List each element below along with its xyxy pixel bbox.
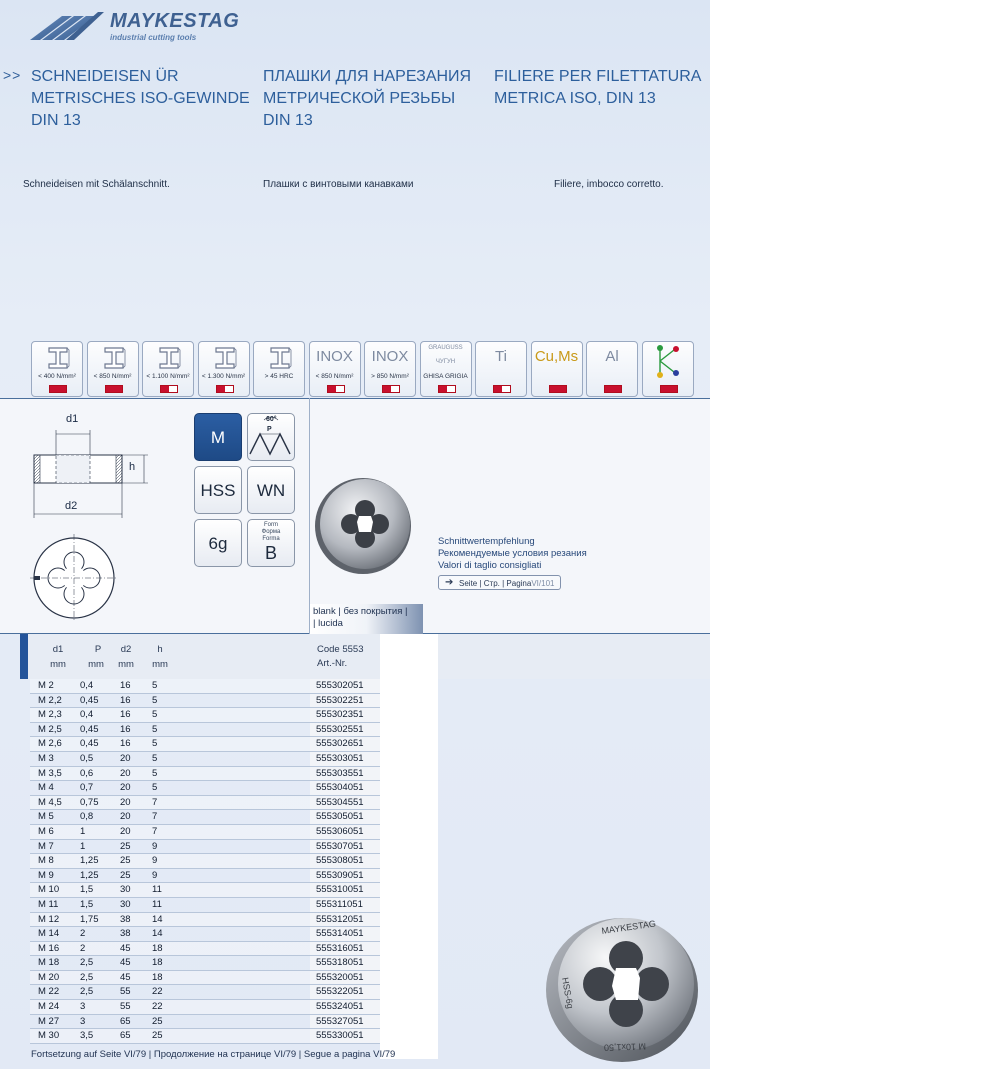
cell-pitch: 3 xyxy=(80,1001,86,1013)
cell-d2: 20 xyxy=(120,782,131,794)
cell-h: 5 xyxy=(152,767,158,779)
cell-article-number: 555308051 xyxy=(316,855,364,867)
cell-pitch: 1,25 xyxy=(80,869,99,881)
tolerance-tile xyxy=(194,519,242,567)
cutting-data-recommendation xyxy=(438,536,587,572)
cell-d2: 30 xyxy=(120,884,131,896)
cell-d1: M 2,5 xyxy=(38,723,62,735)
cell-pitch: 2,5 xyxy=(80,971,94,983)
material-symbol: Cu,Ms xyxy=(534,348,579,365)
table-row xyxy=(30,825,310,840)
dim-label-h: h xyxy=(129,461,136,473)
cell-d2: 38 xyxy=(120,928,131,940)
material-icon-12 xyxy=(642,341,694,397)
cell-article-number: 555303051 xyxy=(316,752,364,764)
subtitle-russian: Плашки с винтовыми канавками xyxy=(263,179,414,190)
cell-article-number: 555302051 xyxy=(316,680,364,691)
table-row xyxy=(30,752,310,767)
material-limit-label: GHISA GRIGIA xyxy=(423,373,468,380)
table-row xyxy=(30,840,310,855)
suitability-rating-icon xyxy=(382,385,400,393)
cell-pitch: 2 xyxy=(80,942,86,954)
cell-h: 14 xyxy=(152,913,163,925)
table-row xyxy=(30,723,310,738)
angle-label: 60° xyxy=(266,416,277,423)
brand-name: MAYKESTAG xyxy=(110,10,240,32)
section-arrows: >> xyxy=(3,67,22,83)
photo-engraving: MAYKESTAG xyxy=(600,918,657,936)
cell-article-number: 555304051 xyxy=(316,782,364,794)
cell-d1: M 7 xyxy=(38,840,54,852)
cell-pitch: 1,5 xyxy=(80,898,94,910)
table-row xyxy=(30,956,310,971)
material-suitability-row xyxy=(31,341,701,399)
subtitle-italian: Filiere, imbocco corretto. xyxy=(554,179,664,190)
suitability-rating-icon xyxy=(660,385,678,393)
col-head-code-number: Code 5553 xyxy=(317,644,364,655)
table-row xyxy=(30,781,310,796)
table-row xyxy=(30,927,310,942)
cell-h: 11 xyxy=(152,898,162,910)
cell-d1: M 16 xyxy=(38,942,60,954)
cutting-title-russian: Рекомендуемые условия резания xyxy=(438,548,587,559)
cell-d2: 20 xyxy=(120,796,131,808)
cell-d2: 20 xyxy=(120,767,131,779)
cell-article-number: 555302551 xyxy=(316,723,364,735)
cell-h: 5 xyxy=(152,723,158,735)
material-top-label: GRAUGUSS xyxy=(428,345,463,351)
material-limit-label: < 850 N/mm² xyxy=(315,373,354,380)
cell-pitch: 3 xyxy=(80,1015,86,1027)
table-row xyxy=(30,883,310,898)
suitability-rating-icon xyxy=(493,385,511,393)
material-symbol: INOX xyxy=(371,348,409,365)
suitability-rating-icon xyxy=(216,385,234,393)
cell-h: 7 xyxy=(152,796,158,808)
size-table xyxy=(30,679,310,1044)
cell-pitch: 0,6 xyxy=(80,767,94,779)
profile-value: M xyxy=(210,428,226,447)
cell-d2: 65 xyxy=(120,1030,131,1042)
coating-header: blank | без покрытия | | lucida xyxy=(310,604,423,634)
cell-d2: 45 xyxy=(120,957,131,969)
form-value: B xyxy=(264,543,277,563)
steel-beam-icon xyxy=(157,345,181,376)
material-value: HSS xyxy=(200,481,236,500)
cell-d2: 65 xyxy=(120,1015,131,1027)
material-limit-label: < 400 N/mm² xyxy=(38,373,76,380)
cell-h: 14 xyxy=(152,928,163,940)
cutting-title-italian: Valori di taglio consigliati xyxy=(438,560,542,571)
cell-d1: M 11 xyxy=(38,898,59,910)
col-head-article: Art.-Nr. xyxy=(317,658,348,669)
cell-h: 11 xyxy=(152,884,162,896)
material-icon-4 xyxy=(198,341,250,397)
cell-h: 22 xyxy=(152,986,163,998)
cell-d1: M 3 xyxy=(38,752,54,764)
cell-h: 18 xyxy=(152,957,163,969)
die-photo-small xyxy=(313,476,413,576)
col-unit-h: mm xyxy=(152,659,168,670)
col-head-code xyxy=(317,643,363,671)
suitability-rating-icon xyxy=(438,385,456,393)
cell-pitch: 0,45 xyxy=(80,694,99,706)
table-row xyxy=(30,708,310,723)
col-unit-d2: mm xyxy=(118,659,134,670)
cell-pitch: 2,5 xyxy=(80,957,94,969)
cell-d1: M 2,6 xyxy=(38,738,62,750)
tolerance-value: 6g xyxy=(208,534,228,553)
cell-h: 22 xyxy=(152,1001,163,1013)
dim-label-d2: d2 xyxy=(65,500,78,512)
cell-d2: 20 xyxy=(120,811,131,823)
material-tile xyxy=(194,466,242,514)
cell-pitch: 0,45 xyxy=(80,723,99,735)
cell-pitch: 1,25 xyxy=(80,855,99,867)
cell-pitch: 2 xyxy=(80,928,86,940)
table-row xyxy=(30,679,310,694)
brand-logo xyxy=(28,8,238,44)
table-row xyxy=(30,767,310,782)
cell-h: 5 xyxy=(152,752,158,764)
cell-pitch: 0,45 xyxy=(80,738,99,750)
cell-pitch: 2,5 xyxy=(80,986,94,998)
cutting-title-german: Schnittwertempfehlung xyxy=(438,536,535,547)
cell-d2: 20 xyxy=(120,752,131,764)
cell-h: 9 xyxy=(152,869,158,881)
material-symbol: INOX xyxy=(316,348,353,365)
col-head-d1: d1 xyxy=(52,644,64,655)
cell-article-number: 555320051 xyxy=(316,971,364,983)
logo-stripes-icon xyxy=(28,8,106,42)
cell-d1: M 8 xyxy=(38,855,54,867)
photo-side-mark: HSS-6g xyxy=(560,976,576,1010)
brand-tagline: industrial cutting tools xyxy=(110,33,197,42)
page-reference-text: Seite | Стр. | PaginaVI/101 xyxy=(459,579,555,588)
title-italian: FILIERE PER FILETTATURA METRICA ISO, DIN 13 xyxy=(494,68,702,107)
material-symbol: Ti xyxy=(495,348,507,365)
table-row xyxy=(30,694,310,709)
cell-d2: 25 xyxy=(120,869,131,881)
cell-d1: M 2,3 xyxy=(38,709,62,721)
cell-h: 7 xyxy=(152,811,158,823)
cell-h: 5 xyxy=(152,694,158,706)
cell-d1: M 4 xyxy=(38,782,54,794)
cell-d1: M 18 xyxy=(38,957,60,969)
page-reference-button[interactable] xyxy=(438,575,561,590)
cell-article-number: 555309051 xyxy=(316,869,364,881)
cell-pitch: 0,75 xyxy=(80,796,99,808)
cell-pitch: 3,5 xyxy=(80,1030,94,1042)
cell-h: 5 xyxy=(152,709,158,721)
cell-article-number: 555310051 xyxy=(316,884,364,896)
profile-tile xyxy=(194,413,242,461)
col-unit-p: mm xyxy=(88,659,104,670)
blank-column xyxy=(380,634,438,1059)
material-limit-label: > 45 HRC xyxy=(264,373,294,380)
standard-value: WN xyxy=(256,481,286,500)
form-label: Form Форма Forma xyxy=(261,522,281,542)
cell-h: 25 xyxy=(152,1015,163,1027)
photo-thread-mark: M 10x1,50 xyxy=(603,1041,647,1053)
cell-pitch: 1 xyxy=(80,840,86,852)
table-row xyxy=(30,985,310,1000)
suitability-rating-icon xyxy=(105,385,123,393)
cell-article-number: 555312051 xyxy=(316,913,364,925)
ref-page-number: VI/101 xyxy=(531,579,555,588)
material-mid-label: ЧУГУН xyxy=(435,359,456,365)
material-limit-label: < 1.300 N/mm² xyxy=(201,373,246,380)
cell-d2: 16 xyxy=(120,723,131,735)
cell-d2: 55 xyxy=(120,1001,131,1013)
cell-article-number: 555322051 xyxy=(316,986,364,998)
cell-article-number: 555303551 xyxy=(316,767,364,779)
cell-pitch: 0,5 xyxy=(80,752,94,764)
form-tile xyxy=(247,519,295,567)
cell-d1: M 20 xyxy=(38,971,60,983)
cell-pitch: 0,4 xyxy=(80,709,94,721)
cell-h: 18 xyxy=(152,942,163,954)
thread-angle-tile xyxy=(247,413,295,461)
ref-pagina: Pagina xyxy=(506,579,532,588)
subtitle-german: Schneideisen mit Schälanschnitt. xyxy=(23,179,170,190)
steel-beam-icon xyxy=(102,345,126,376)
cell-d1: M 22 xyxy=(38,986,60,998)
cell-d2: 38 xyxy=(120,913,131,925)
standard-tile xyxy=(247,466,295,514)
material-limit-label: < 1.100 N/mm² xyxy=(146,373,190,380)
pitch-label: P xyxy=(267,426,272,433)
material-icon-11 xyxy=(586,341,638,397)
cell-pitch: 1,5 xyxy=(80,884,94,896)
cell-d2: 16 xyxy=(120,694,131,706)
cell-d1: M 24 xyxy=(38,1001,60,1013)
table-row xyxy=(30,1000,310,1015)
material-icon-1 xyxy=(31,341,83,397)
cell-d1: M 4,5 xyxy=(38,796,62,808)
table-row xyxy=(30,737,310,752)
table-row xyxy=(30,1015,310,1030)
die-technical-drawing xyxy=(20,410,180,625)
cell-h: 25 xyxy=(152,1030,163,1042)
ref-seite: Seite xyxy=(459,579,478,588)
material-limit-label: < 850 N/mm² xyxy=(93,373,132,380)
dim-label-d1: d1 xyxy=(66,413,79,425)
cell-article-number: 555307051 xyxy=(316,840,364,852)
material-icon-5 xyxy=(253,341,305,397)
title-german: SCHNEIDEISEN ÜR METRISCHES ISO-GEWINDE DIN 13 xyxy=(31,68,250,129)
cell-article-number: 555305051 xyxy=(316,811,364,823)
cell-pitch: 1,75 xyxy=(80,913,99,925)
cell-article-number: 555311051 xyxy=(316,898,363,910)
suitability-rating-icon xyxy=(604,385,622,393)
die-photo-large xyxy=(540,906,700,1066)
cell-d2: 25 xyxy=(120,840,131,852)
cell-d2: 16 xyxy=(120,738,131,750)
cell-d1: M 2,2 xyxy=(38,694,62,706)
steel-beam-icon xyxy=(213,345,237,376)
table-row xyxy=(30,810,310,825)
table-row xyxy=(30,942,310,957)
cell-d1: M 6 xyxy=(38,825,54,837)
cell-d1: M 3,5 xyxy=(38,767,62,779)
cell-d1: M 2 xyxy=(38,680,54,691)
cell-h: 5 xyxy=(152,782,158,794)
cell-article-number: 555302251 xyxy=(316,694,364,706)
cell-article-number: 555314051 xyxy=(316,928,364,940)
cell-d2: 45 xyxy=(120,971,131,983)
steel-beam-icon xyxy=(268,345,292,376)
cell-pitch: 1 xyxy=(80,825,86,837)
cell-article-number: 555318051 xyxy=(316,957,364,969)
cell-article-number: 555316051 xyxy=(316,942,364,954)
cell-d1: M 12 xyxy=(38,913,60,925)
col-head-h: h xyxy=(157,644,163,655)
cell-h: 9 xyxy=(152,855,158,867)
cell-article-number: 555327051 xyxy=(316,1015,364,1027)
cell-article-number: 555302351 xyxy=(316,709,364,721)
cell-h: 9 xyxy=(152,840,158,852)
cell-d2: 20 xyxy=(120,825,131,837)
steel-beam-icon xyxy=(46,345,70,376)
cell-d2: 45 xyxy=(120,942,131,954)
suitability-rating-icon xyxy=(327,385,345,393)
cell-h: 5 xyxy=(152,738,158,750)
arrow-right-icon: ➔ xyxy=(445,577,454,588)
cell-d1: M 5 xyxy=(38,811,54,823)
cell-d1: M 27 xyxy=(38,1015,60,1027)
cell-d1: M 30 xyxy=(38,1030,60,1042)
material-icon-6 xyxy=(309,341,361,397)
cell-d2: 16 xyxy=(120,709,131,721)
band-top-line xyxy=(0,398,710,399)
material-icon-7 xyxy=(364,341,416,397)
suitability-rating-icon xyxy=(160,385,178,393)
cell-article-number: 555302651 xyxy=(316,738,364,750)
col-head-p: P xyxy=(94,644,102,655)
cell-article-number: 555324051 xyxy=(316,1001,364,1013)
table-row xyxy=(30,854,310,869)
col-head-d2: d2 xyxy=(120,644,132,655)
cell-d2: 55 xyxy=(120,986,131,998)
cell-d2: 25 xyxy=(120,855,131,867)
cell-pitch: 0,7 xyxy=(80,782,94,794)
table-row xyxy=(30,971,310,986)
material-icon-10 xyxy=(531,341,583,397)
table-header xyxy=(20,634,710,679)
cell-pitch: 0,4 xyxy=(80,680,94,691)
cell-d1: M 14 xyxy=(38,928,60,940)
suitability-rating-icon xyxy=(549,385,567,393)
material-icon-3 xyxy=(142,341,194,397)
cell-d1: M 9 xyxy=(38,869,54,881)
table-header-accent xyxy=(20,634,28,679)
table-row xyxy=(30,1029,310,1044)
material-icon-8 xyxy=(420,341,472,397)
title-russian: ПЛАШКИ ДЛЯ НАРЕЗАНИЯ МЕТРИЧЕСКОЙ РЕЗЬБЫ DIN 13 xyxy=(263,68,472,129)
cell-article-number: 555306051 xyxy=(316,825,364,837)
table-row xyxy=(30,913,310,928)
material-icon-2 xyxy=(87,341,139,397)
table-row xyxy=(30,898,310,913)
cell-h: 5 xyxy=(152,680,158,691)
cell-d2: 30 xyxy=(120,898,131,910)
material-icon-9 xyxy=(475,341,527,397)
cell-h: 7 xyxy=(152,825,158,837)
ref-str: Стр. xyxy=(483,579,500,588)
col-unit-d1: mm xyxy=(50,659,66,670)
cell-d2: 16 xyxy=(120,680,131,691)
cell-h: 18 xyxy=(152,971,163,983)
cell-article-number: 555330051 xyxy=(316,1030,364,1042)
table-row xyxy=(30,869,310,884)
cell-pitch: 0,8 xyxy=(80,811,94,823)
table-row xyxy=(30,796,310,811)
blank-margin xyxy=(710,0,1000,1069)
material-limit-label: > 850 N/mm² xyxy=(371,373,409,380)
material-symbol: Al xyxy=(605,348,619,365)
cell-article-number: 555304551 xyxy=(316,796,364,808)
band-divider xyxy=(309,398,310,634)
plastics-icon xyxy=(654,344,684,383)
cell-d1: M 10 xyxy=(38,884,60,896)
continuation-footer: Fortsetzung auf Seite VI/79 | Продолжение на странице VI/79 | Segue a pagina VI/79 xyxy=(31,1049,396,1060)
suitability-rating-icon xyxy=(49,385,67,393)
